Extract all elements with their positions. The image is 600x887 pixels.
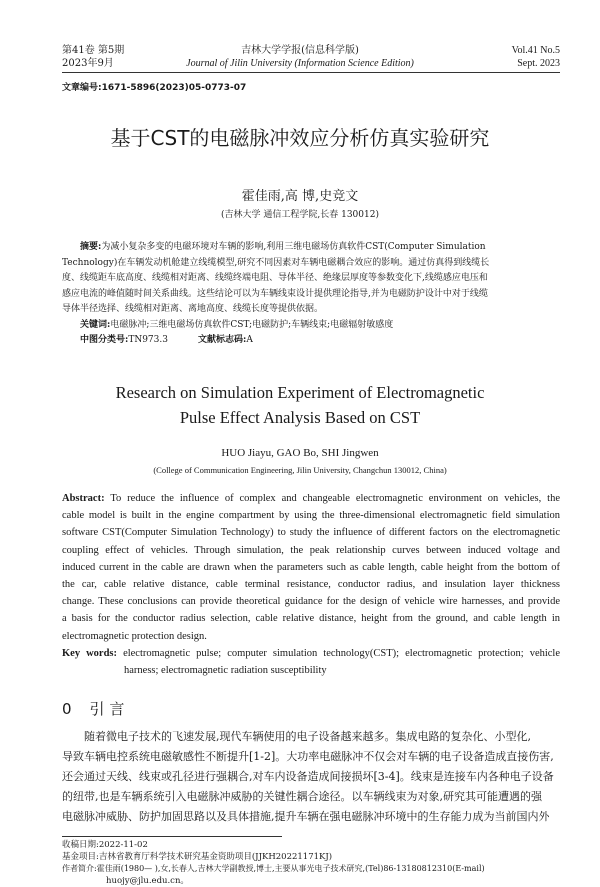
body-line: 的纽带,也是车辆系统引入电磁脉冲威胁的关键性耦合途径。以车辆线束为对象,研究其可能遭遇的强	[62, 790, 542, 803]
footnote-email: huojy@jlu.edu.cn。	[106, 876, 189, 886]
body-line: 导致车辆电控系统电磁敏感性不断提升[1-2]。大功率电磁脉冲不仅会对车辆的电子设备造成直接伤害,	[62, 750, 554, 763]
keywords-en-line: electromagnetic pulse; computer simulation technology(CST); electromagnetic protection; vehicle	[123, 647, 561, 659]
header-volume: 第41卷 第5期	[62, 45, 125, 56]
body-line: 还会通过天线、线束或孔径进行强耦合,对车内设备造成间接损坏[3-4]。线束是连接车内各种电子设备	[62, 770, 554, 783]
footnote-author-bio: 作者简介:霍佳雨(1980— ),女,长春人,吉林大学副教授,博士,主要从事光电子技术研究,(Tel)86-13180812310(E-mail)	[62, 864, 485, 873]
abstract-cn-line: 度、线缆距车底高度、线缆相对距离、线缆终端电阻、导体半径、绝缘层厚度等参数变化下,线缆感应电压和	[62, 273, 488, 283]
abstract-en-line: the car, cable relative distance, cable terminal resistance, conductor radius, and insulation layer thickness	[62, 579, 560, 591]
doc-code-value: A	[246, 335, 253, 345]
clc-label: 中图分类号:	[80, 335, 129, 345]
keywords-cn-text: 电磁脉冲;三维电磁场仿真软件CST;电磁防护;车辆线束;电磁辐射敏感度	[110, 319, 394, 330]
affiliation-en: (College of Communication Engineering, Jilin University, Changchun 130012, China)	[153, 465, 447, 475]
footnote-received: 收稿日期:2022-11-02	[62, 840, 148, 850]
abstract-en-line: a basis for the conductor radius selection, cable relative distance, height from the ground, and cable length in	[62, 613, 560, 625]
body-line: 电磁脉冲威胁、防护加固思路以及具体措施,提升车辆在强电磁脉冲环境中的生存能力成为当前国内外	[62, 810, 550, 823]
section-heading	[62, 698, 124, 719]
authors-cn: 霍佳雨,高 博,史竞文	[241, 189, 359, 204]
section-title: 引 言	[89, 700, 125, 718]
title-cn: 基于CST的电磁脉冲效应分析仿真实验研究	[110, 126, 490, 150]
abstract-en	[62, 490, 560, 679]
abstract-en-line: To reduce the influence of complex and changeable electromagnetic environment on vehicles, the	[110, 493, 560, 504]
doc-code-label: 文献标志码:	[197, 335, 247, 345]
title-en	[0, 380, 600, 430]
affiliation-cn: (吉林大学 通信工程学院,长春 130012)	[221, 210, 379, 220]
body-line: 随着微电子技术的飞速发展,现代车辆使用的电子设备越来越多。集成电路的复杂化、小型化,	[84, 730, 531, 743]
header-volume-en: Vol.41 No.5	[511, 45, 560, 56]
classification	[62, 333, 560, 349]
abstract-en-label: Abstract:	[62, 493, 105, 504]
abstract-en-line: change. These conclusions can provide theoretical guidance for the design of vehicle wire harnesses, and provide	[62, 596, 560, 608]
section-number: 0	[62, 700, 72, 718]
header-date-en: Sept. 2023	[517, 58, 560, 69]
abstract-en-line: induced current in the cable are drawn when the parameters such as cable length, cable height from the bottom of	[62, 561, 560, 573]
authors-en: HUO Jiayu, GAO Bo, SHI Jingwen	[221, 447, 379, 459]
abstract-cn-label: 摘要:	[80, 242, 102, 252]
header-rule	[62, 72, 560, 73]
abstract-cn-line: 为减小复杂多变的电磁环境对车辆的影响,利用三维电磁场仿真软件CST(Computer Simulation	[101, 242, 486, 252]
header-date: 2023年9月	[62, 58, 114, 69]
keywords-cn-label: 关键词:	[80, 319, 111, 330]
keywords-en	[62, 645, 560, 662]
introduction-body	[62, 727, 560, 827]
keywords-en-line: harness; electromagnetic radiation susceptibility	[124, 665, 327, 677]
abstract-en-line: cable model is built in the engine compartment by using the three-dimensional electromagnetic field simulation	[62, 510, 560, 522]
keywords-cn	[62, 318, 560, 334]
keywords-en-label: Key words:	[62, 647, 118, 659]
abstract-cn	[62, 240, 560, 349]
footnote-funding: 基金项目:吉林省教育厅科学技术研究基金资助项目(JJKH20221171KJ)	[62, 852, 333, 862]
abstract-cn-line: 感应电流的峰值随时间关系曲线。这些结论可以为车辆线束设计提供理论指导,并为电磁防护设计中对于线缆	[62, 288, 488, 299]
title-en-line: Research on Simulation Experiment of Electromagnetic	[115, 383, 485, 402]
footnote-rule	[62, 836, 282, 837]
clc-value: TN973.3	[128, 335, 168, 345]
abstract-en-line: coupling effect of vehicles. Through simulation, the peak relationship curves between induced voltage and	[62, 544, 560, 556]
title-en-line: Pulse Effect Analysis Based on CST	[179, 408, 421, 427]
abstract-en-line: electromagnetic protection design.	[62, 630, 207, 642]
journal-title-en: Journal of Jilin University (Information Science Edition)	[186, 58, 414, 69]
journal-title-cn: 吉林大学学报(信息科学版)	[241, 45, 359, 56]
abstract-en-line: software CST(Computer Simulation Technology) to study the influence of different factors on the electromagnetic	[62, 527, 560, 539]
abstract-cn-line: 导体半径选择、线缆相对距离、离地高度、线缆长度等提供依据。	[62, 304, 324, 314]
abstract-cn-line: Technology)在车辆发动机舱建立线缆模型,研究不同因素对车辆电磁耦合效应的影响。通过仿真得到线缆长	[62, 257, 490, 268]
article-number: 文章编号:1671-5896(2023)05-0773-07	[62, 83, 247, 93]
